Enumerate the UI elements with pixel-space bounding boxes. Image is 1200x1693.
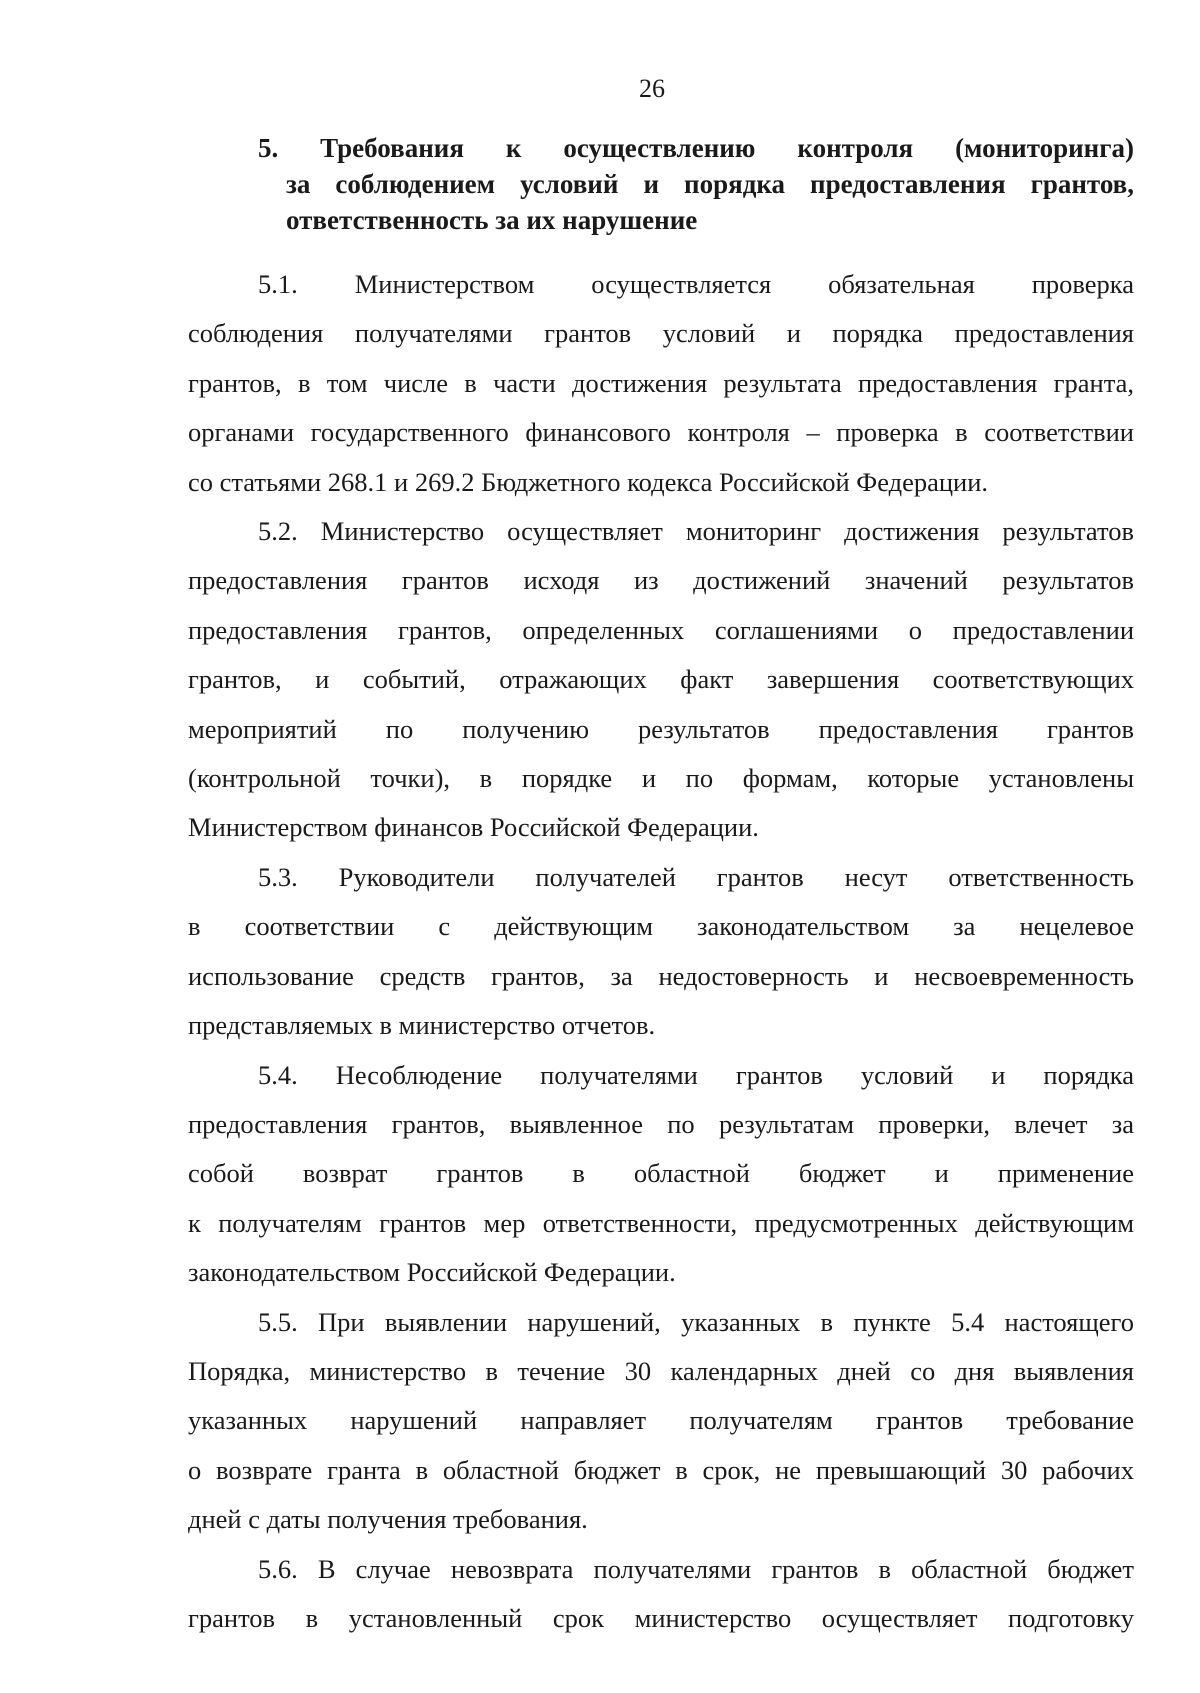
text-line: органами государственного финансового контроля – проверка в соответствии (188, 417, 1134, 448)
text-line: о возврате гранта в областной бюджет в срок, не превышающий 30 рабочих (188, 1454, 1134, 1485)
text-line: грантов, в том числе в части достижения результата предоставления гранта, (188, 367, 1134, 398)
text-line: указанных нарушений направляет получателям грантов требование (188, 1405, 1134, 1436)
section-heading-line-3: ответственность за их нарушение (286, 205, 698, 235)
text-line: 5.3. Руководители получателей грантов несут ответственность (258, 861, 1134, 892)
paragraph-5-3 (188, 853, 1134, 1051)
text-line: 5.4. Несоблюдение получателями грантов условий и порядка (258, 1059, 1134, 1090)
text-line: 5.6. В случае невозврата получателями грантов в областной бюджет (258, 1553, 1134, 1584)
section-heading-line-2: за соблюдением условий и порядка предоставления грантов, (286, 169, 1134, 199)
paragraph-5-4 (188, 1051, 1134, 1298)
text-line: мероприятий по получению результатов предоставления грантов (188, 713, 1134, 744)
text-line: со статьями 268.1 и 269.2 Бюджетного кодекса Российской Федерации. (188, 466, 989, 497)
text-line: использование средств грантов, за недостоверность и несвоевременность (188, 960, 1134, 991)
text-line: предоставления грантов исходя из достижений значений результатов (188, 565, 1134, 596)
paragraph-5-6 (188, 1545, 1134, 1644)
text-line: (контрольной точки), в порядке и по формам, которые установлены (188, 763, 1134, 794)
paragraph-5-5 (188, 1298, 1134, 1545)
text-line: дней с даты получения требования. (188, 1504, 588, 1535)
body-text (188, 260, 1134, 1643)
text-line: Министерством финансов Российской Федерации. (188, 812, 759, 843)
section-heading-line-1: 5. Требования к осуществлению контроля (мониторинга) (258, 133, 1134, 163)
text-line: законодательством Российской Федерации. (188, 1257, 676, 1288)
page-number: 26 (639, 74, 665, 103)
text-line: Порядка, министерство в течение 30 календарных дней со дня выявления (188, 1355, 1134, 1386)
text-line: представляемых в министерство отчетов. (188, 1010, 656, 1041)
text-line: 5.2. Министерство осуществляет мониторинг достижения результатов (258, 516, 1134, 547)
paragraph-5-2 (188, 507, 1134, 853)
paragraph-5-1 (188, 260, 1134, 507)
text-line: собой возврат грантов в областной бюджет и применение (188, 1158, 1134, 1189)
text-line: соблюдения получателями грантов условий и порядка предоставления (188, 318, 1134, 349)
text-line: предоставления грантов, выявленное по результатам проверки, влечет за (188, 1108, 1134, 1139)
text-line: грантов, и событий, отражающих факт завершения соответствующих (188, 664, 1134, 695)
text-line: 5.5. При выявлении нарушений, указанных в пункте 5.4 настоящего (258, 1306, 1134, 1337)
text-line: предоставления грантов, определенных соглашениями о предоставлении (188, 614, 1134, 645)
section-heading (258, 130, 1134, 238)
text-line: к получателям грантов мер ответственности, предусмотренных действующим (188, 1207, 1134, 1238)
text-line: грантов в установленный срок министерство осуществляет подготовку (188, 1602, 1134, 1633)
text-line: в соответствии с действующим законодательством за нецелевое (188, 911, 1134, 942)
text-line: 5.1. Министерством осуществляется обязательная проверка (258, 269, 1134, 299)
